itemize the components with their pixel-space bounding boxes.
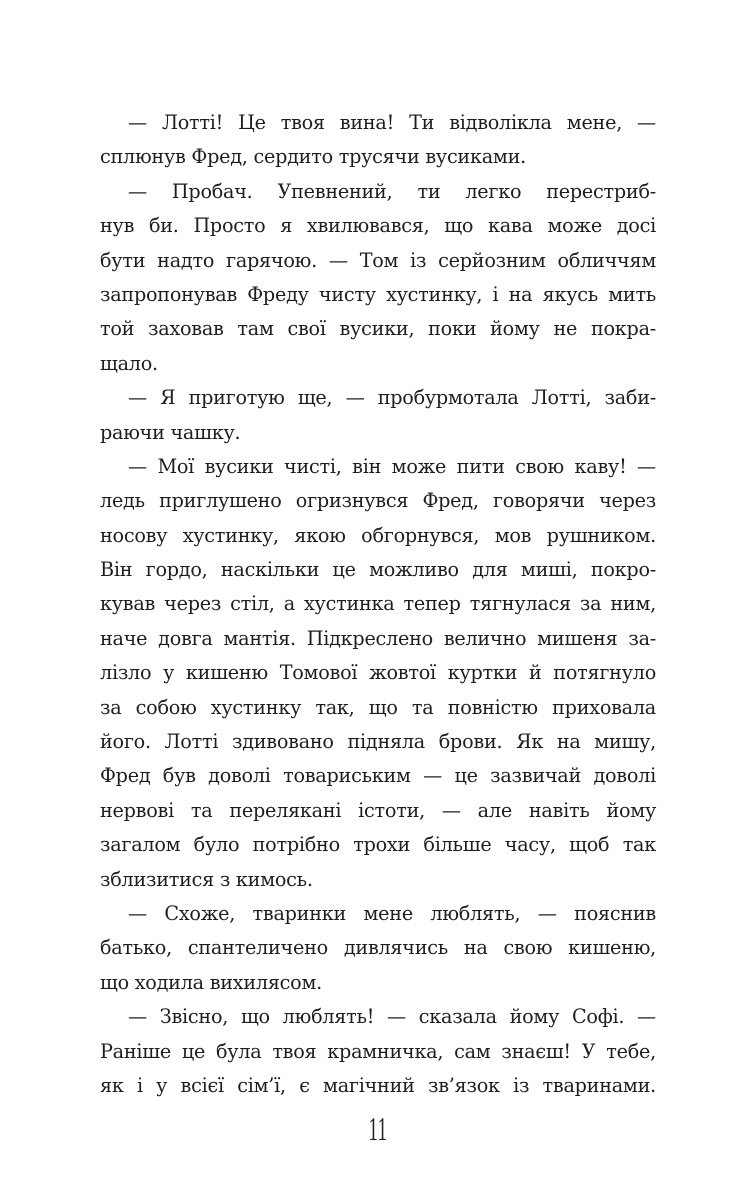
text-line: запропонував Фреду чисту хустинку, і на якусь мить bbox=[100, 282, 656, 306]
text-line: батько, спантеличено дивлячись на свою кишеню, bbox=[100, 936, 656, 960]
body-text bbox=[100, 106, 656, 1103]
text-line: загалом було потрібно трохи більше часу, щоб так bbox=[100, 833, 656, 857]
text-line: — Мої вусики чисті, він може пити свою каву! — bbox=[128, 454, 656, 478]
text-line: його. Лотті здивовано підняла брови. Як на мишу, bbox=[100, 730, 656, 754]
text-line: Фред був доволі товариським — це зазвичай доволі bbox=[100, 764, 656, 788]
text-line: зблизитися з кимось. bbox=[100, 867, 313, 891]
text-line: наче довга мантія. Підкреслено велично мишеня за- bbox=[100, 626, 656, 650]
text-line: лізло у кишеню Томової жовтої куртки й потягнуло bbox=[100, 661, 656, 685]
text-line: бути надто гарячою. — Том із серйозним обличчям bbox=[100, 248, 656, 272]
text-line: — Лотті! Це твоя вина! Ти відволікла мене, — bbox=[128, 111, 656, 134]
text-line: нув би. Просто я хвилювався, що кава може досі bbox=[100, 214, 656, 238]
text-line: — Пробач. Упевнений, ти легко перестриб- bbox=[128, 179, 656, 203]
text-line: носову хустинку, якою обгорнувся, мов рушником. bbox=[100, 523, 656, 547]
text-line: той заховав там свої вусики, поки йому не покра- bbox=[100, 317, 656, 341]
text-line: Раніше це була твоя крамничка, сам знаєш! У тебе, bbox=[100, 1039, 656, 1063]
text-line: сплюнув Фред, сердито трусячи вусиками. bbox=[100, 145, 526, 169]
text-line: за собою хустинку так, що та повністю приховала bbox=[100, 695, 656, 719]
page-number: 11 bbox=[368, 1111, 388, 1148]
text-line: Він гордо, наскільки це можливо для миші, покро- bbox=[100, 558, 656, 582]
text-line: кував через стіл, а хустинка тепер тягнулася за ним, bbox=[100, 592, 656, 616]
text-line: як і у всієї сім’ї, є магічний зв’язок із тваринами. bbox=[100, 1073, 656, 1097]
text-line: щало. bbox=[100, 351, 158, 375]
text-line: раючи чашку. bbox=[100, 420, 241, 444]
text-line: — Звісно, що люблять! — сказала йому Софі. — bbox=[128, 1005, 656, 1029]
text-line: що ходила вихилясом. bbox=[100, 970, 323, 994]
text-line: нервові та перелякані істоти, — але навіть йому bbox=[100, 798, 656, 822]
text-line: — Схоже, тваринки мене люблять, — пояснив bbox=[128, 901, 656, 925]
text-line: ледь приглушено огризнувся Фред, говорячи через bbox=[100, 489, 656, 513]
text-line: — Я приготую ще, — пробурмотала Лотті, заби- bbox=[128, 386, 656, 410]
